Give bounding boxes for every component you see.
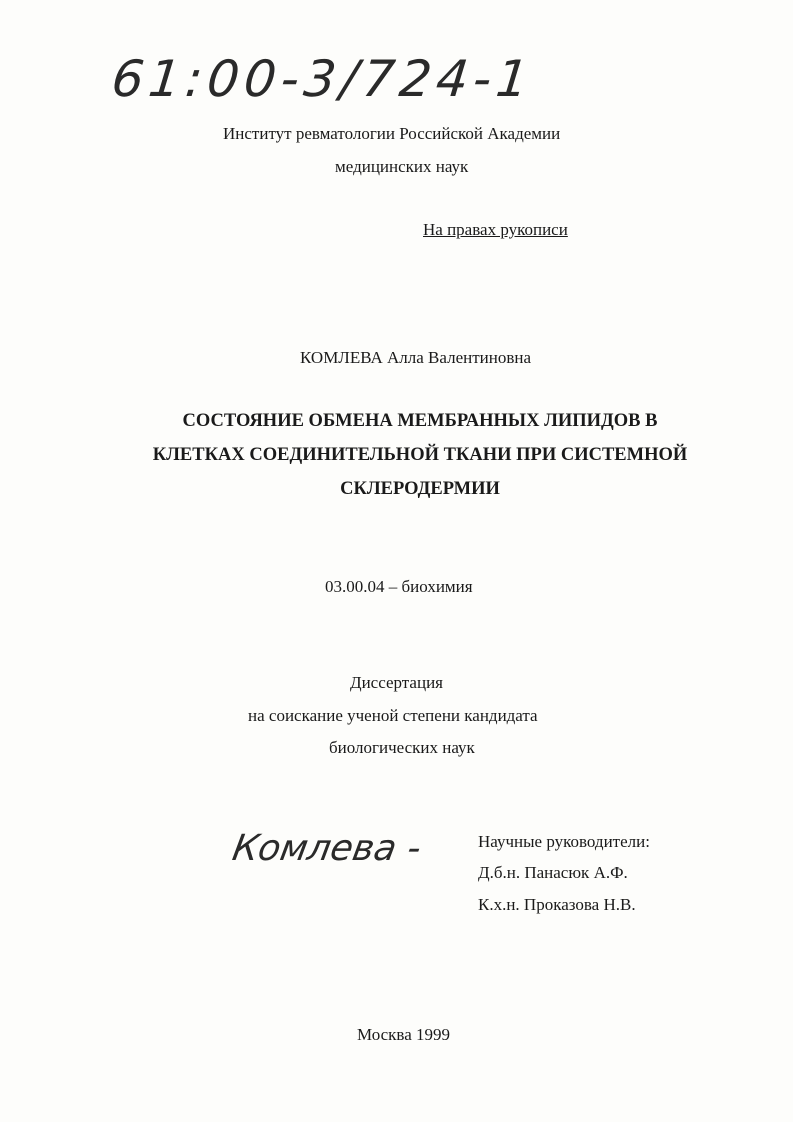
title-line-1: СОСТОЯНИЕ ОБМЕНА МЕМБРАННЫХ ЛИПИДОВ В bbox=[182, 411, 658, 431]
author-name: КОМЛЕВА Алла Валентиновна bbox=[300, 348, 532, 367]
institute-line-2: медицинских наук bbox=[335, 157, 469, 176]
supervisor-item: К.х.н. Проказова Н.В. bbox=[478, 895, 636, 914]
place-year: Москва 1999 bbox=[357, 1025, 451, 1044]
supervisors-heading: Научные руководители: bbox=[478, 832, 650, 851]
supervisor-item: Д.б.н. Панасюк А.Ф. bbox=[478, 863, 628, 882]
specialty: 03.00.04 – биохимия bbox=[325, 577, 473, 596]
dissertation-title bbox=[120, 404, 720, 506]
institute-line-1: Институт ревматологии Российской Академии bbox=[223, 124, 561, 143]
author-signature: Комлева - bbox=[229, 828, 425, 869]
degree-line-3: биологических наук bbox=[329, 738, 475, 757]
manuscript-note: На правах рукописи bbox=[423, 220, 568, 239]
archive-number: 61:00-3/724-1 bbox=[108, 50, 537, 108]
title-line-2: КЛЕТКАХ СОЕДИНИТЕЛЬНОЙ ТКАНИ ПРИ СИСТЕМНОЙ bbox=[152, 445, 688, 465]
degree-line-2: на соискание ученой степени кандидата bbox=[248, 706, 538, 725]
degree-line-1: Диссертация bbox=[349, 673, 443, 692]
title-line-3: СКЛЕРОДЕРМИИ bbox=[340, 479, 500, 499]
